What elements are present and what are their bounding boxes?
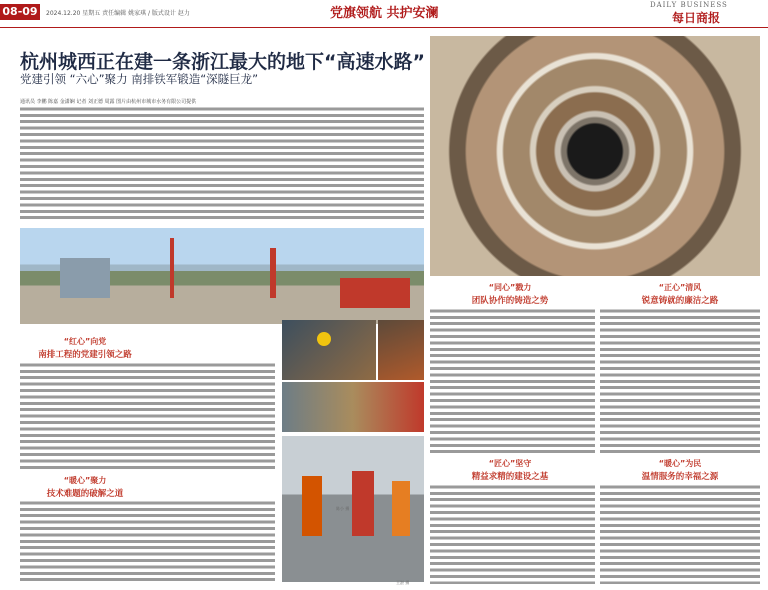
section-6-subtitle: 温情服务的幸福之源 (641, 472, 719, 482)
section-5-title: “正心”清风 (658, 283, 702, 292)
rig-mast (270, 248, 276, 298)
worker-figure (302, 476, 322, 536)
section-6-text (600, 484, 760, 584)
photo-caption-a: 陈小 摄 (336, 506, 350, 511)
section-3-title: “同心”戮力 (488, 283, 532, 292)
section-title: 党旗领航 共护安澜 (330, 6, 439, 21)
section-4-text (430, 484, 595, 584)
section-3-subtitle: 团队协作的铸造之势 (471, 296, 549, 306)
article-byline: 通讯员 李鹏 陈嘉 金潇娴 记者 刘正德 周露 图片由杭州市城市水务有限公司提供 (20, 99, 197, 105)
section-3-text (430, 308, 595, 454)
photo-caption-b: 王湛 摄 (396, 580, 410, 585)
team-photo (282, 436, 424, 582)
worker-photo-c (282, 382, 424, 432)
helmet-shape (317, 332, 331, 346)
section-1-title: “红心”向党 (63, 337, 107, 346)
issue-meta: 2024.12.20 星期五 责任编辑 姚家琪 / 版式设计 赵力 (46, 10, 190, 17)
article-subhead: 党建引领 “六心”聚力 南排铁军锻造“深隧巨龙” (20, 72, 259, 86)
worker-figure (352, 471, 374, 536)
section-2-subtitle: 技术难题的破解之道 (46, 489, 124, 499)
building-shape (60, 258, 110, 298)
section-2-title: “暖心”聚力 (63, 476, 107, 485)
paper-english-name: DAILY BUSINESS (650, 1, 728, 9)
section-2-text (20, 500, 275, 584)
section-1-text (20, 362, 275, 470)
article-headline: 杭州城西正在建一条浙江最大的地下“高速水路” (20, 51, 425, 73)
construction-site-photo (20, 228, 424, 324)
section-5-subtitle: 锐意铸就的廉洁之路 (641, 296, 719, 306)
worker-photo-b (378, 320, 424, 380)
page-number: 08-09 (0, 4, 40, 20)
rig-body (340, 278, 410, 308)
lead-text (20, 106, 424, 220)
worker-photo-a (282, 320, 376, 380)
section-4-subtitle: 精益求精的建设之基 (471, 472, 549, 482)
section-4-title: “匠心”坚守 (488, 459, 532, 468)
section-1-subtitle: 南排工程的党建引领之路 (38, 350, 132, 360)
worker-figure (392, 481, 410, 536)
paper-name: 每日商报 (672, 11, 721, 25)
shaft-photo (430, 36, 760, 276)
crane-mast (170, 238, 174, 298)
section-6-title: “暖心”为民 (658, 459, 702, 468)
section-5-text (600, 308, 760, 454)
